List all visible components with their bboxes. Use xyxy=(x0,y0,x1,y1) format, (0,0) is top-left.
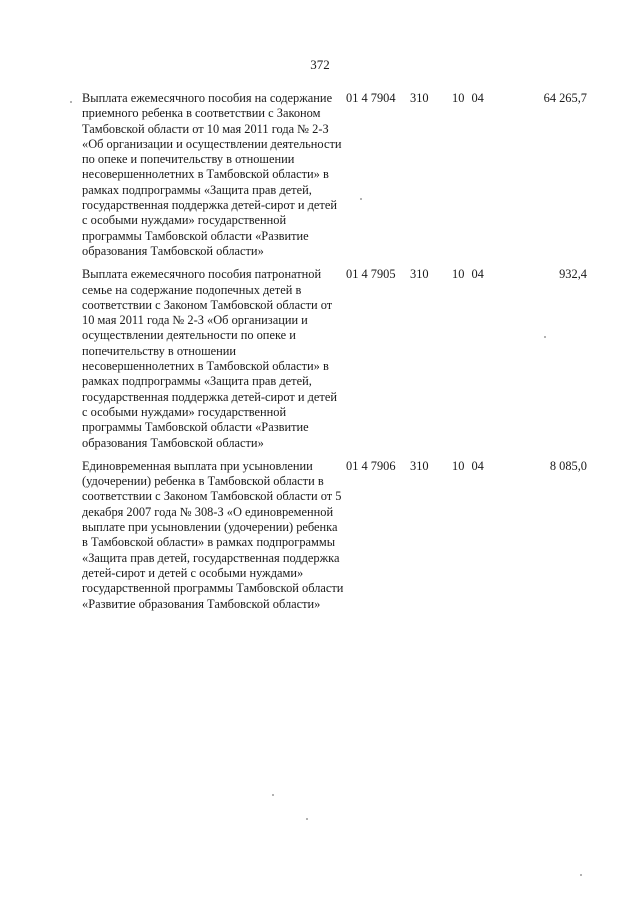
table-row xyxy=(0,267,640,451)
row-description: Выплата ежемесячного пособия патронатной семье на содержание подопечных детей в соответствии с Законом Тамбовской области от 10 мая 2011 года № 2-З «Об организации и осуществлении деятельности по опеке и попечительству в отношении несовершеннолетних в Тамбовской области» в рамках подпрограммы «Защита прав детей, государственная поддержка детей-сирот и детей с особыми нуждами» государственной программы Тамбовской области «Развитие образования Тамбовской области» xyxy=(82,267,337,450)
row-amount: 932,4 xyxy=(559,267,587,282)
row-section: 10 04 xyxy=(452,458,484,473)
row-expense-type: 310 xyxy=(410,267,429,282)
row-description: Единовременная выплата при усыновлении (удочерении) ребенка в Тамбовской области в соответствии с Законом Тамбовской области от 5 декабря 2007 года № 308-З «О единовременной выплате при усыновлении (удочерении) ребенка в Тамбовской области» в рамках подпрограммы «Защита прав детей, государственная поддержка детей-сирот и детей с особыми нуждами» государственной программы Тамбовской области «Развитие образования Тамбовской области» xyxy=(82,458,344,611)
scan-speck xyxy=(544,336,546,338)
row-expense-type: 310 xyxy=(410,91,429,105)
row-expense-type: 310 xyxy=(410,458,429,473)
row-target-code: 01 4 7906 xyxy=(346,458,396,473)
scan-speck xyxy=(306,818,308,820)
row-target-code: 01 4 7904 xyxy=(346,91,396,105)
budget-table xyxy=(0,91,640,620)
scan-speck xyxy=(580,874,582,876)
scan-speck xyxy=(70,101,72,103)
row-target-code: 01 4 7905 xyxy=(346,267,396,282)
row-section: 10 04 xyxy=(452,267,484,282)
table-row xyxy=(0,459,640,612)
row-amount: 8 085,0 xyxy=(549,458,587,473)
scan-speck xyxy=(272,794,274,796)
scan-speck xyxy=(360,198,362,200)
table-row xyxy=(0,91,640,259)
page-number: 372 xyxy=(310,57,330,72)
row-section: 10 04 xyxy=(452,91,484,105)
row-description: Выплата ежемесячного пособия на содержание приемного ребенка в соответствии с Законом Тамбовской области от 10 мая 2011 года № 2-З «Об организации и осуществлении деятельности по опеке и попечительству в отношении несовершеннолетних в Тамбовской области» в рамках подпрограммы «Защита прав детей, государственная поддержка детей-сирот и детей с особыми нуждами» государственной программы Тамбовской области «Развитие образования Тамбовской области» xyxy=(82,91,342,258)
row-amount: 64 265,7 xyxy=(543,91,587,105)
